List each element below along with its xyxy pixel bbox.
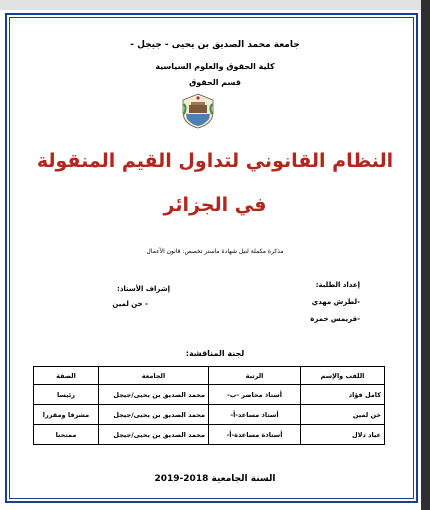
table-row <box>34 405 385 425</box>
column-header: الصفة <box>34 367 99 385</box>
member-role: مشرفا ومقررا <box>34 405 99 425</box>
member-name: كامل فؤاد <box>301 385 385 405</box>
member-university: محمد الصديق بن يحيى/جيجل <box>99 405 209 425</box>
member-rank: أستاذة مساعدة-أ- <box>209 425 301 445</box>
table-row <box>34 425 385 445</box>
thesis-title-line-2: في الجزائر <box>163 194 267 216</box>
member-rank: أستاذ مساعد-أ- <box>209 405 301 425</box>
university-name: جامعة محمد الصديق بن يحيى - جيجل - <box>130 40 300 50</box>
student-name: -قريمس حمزة <box>310 315 360 323</box>
scrollbar[interactable] <box>421 0 430 510</box>
member-university: محمد الصديق بن يحيى/جيجل <box>99 385 209 405</box>
student-name: -لطرش مهدي <box>311 298 360 306</box>
thesis-title-line-1: النظام القانوني لتداول القيم المنقولة <box>36 150 394 172</box>
column-header: الجامعة <box>99 367 209 385</box>
column-header: الرتبة <box>209 367 301 385</box>
member-name: خن لمين <box>301 405 385 425</box>
top-band <box>0 0 430 10</box>
table-header-row <box>34 367 385 385</box>
committee-title: لجنة المناقشة: <box>185 349 245 358</box>
memo-subtitle: مذكرة مكملة لنيل شهادة ماستر تخصص: قانون الأعمال <box>146 248 284 255</box>
column-header: اللقب والإسم <box>301 367 385 385</box>
member-rank: أستاذ محاضر -ب- <box>209 385 301 405</box>
member-name: عياد دلال <box>301 425 385 445</box>
academic-year: السنة الجامعية 2018-2019 <box>154 474 276 484</box>
students-label: إعداد الطلبة: <box>315 281 360 289</box>
supervisor-label: إشراف الأستاذ: <box>117 285 170 293</box>
committee-table <box>33 366 385 445</box>
university-emblem-icon <box>178 92 218 130</box>
member-role: رئيسا <box>34 385 99 405</box>
table-row <box>34 385 385 405</box>
supervisor-name: - خن لمين <box>112 300 148 308</box>
department-name: قسم الحقوق <box>189 78 241 87</box>
member-university: محمد الصديق بن يحيى/جيجل <box>99 425 209 445</box>
member-role: ممتحنا <box>34 425 99 445</box>
faculty-name: كلية الحقوق والعلوم السياسية <box>155 62 275 71</box>
